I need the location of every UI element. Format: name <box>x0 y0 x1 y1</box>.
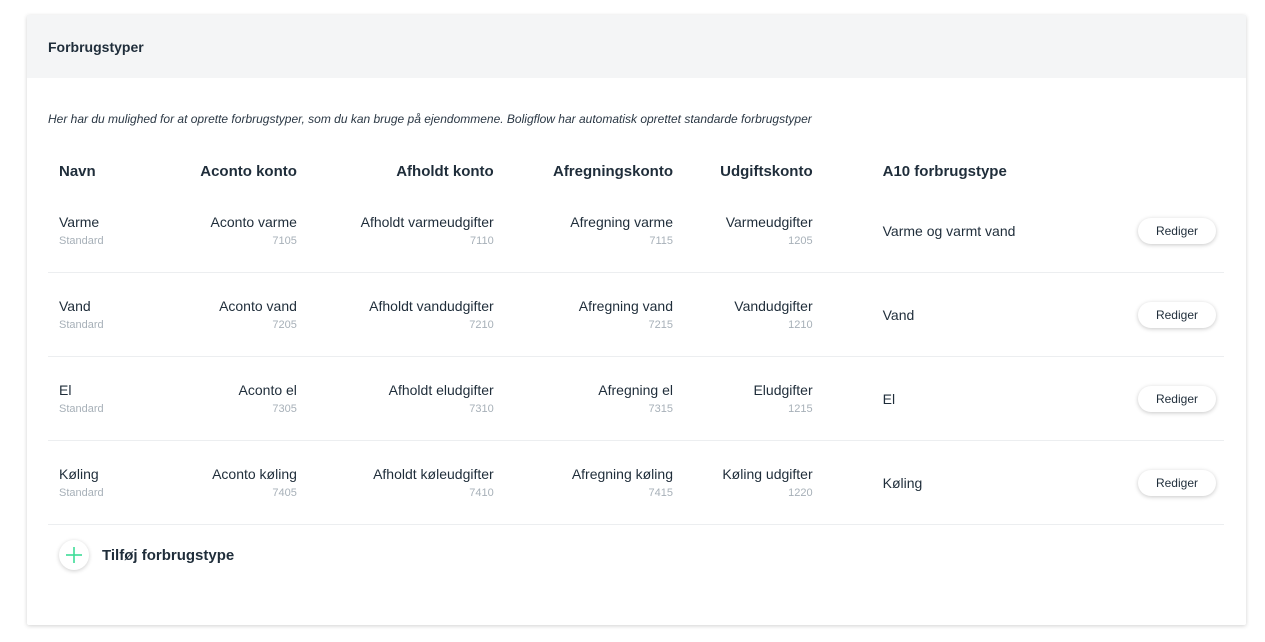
aconto-number: 7405 <box>272 486 297 499</box>
afregning-number: 7215 <box>648 318 673 331</box>
afregning-name: Afregning vand <box>578 297 673 314</box>
a10-type: El <box>882 390 896 407</box>
table-header-row <box>48 153 1224 189</box>
afregning-number: 7115 <box>649 234 673 247</box>
afholdt-name: Afholdt eludgifter <box>388 381 494 398</box>
type-tag: Standard <box>59 402 104 415</box>
cell-udgift <box>673 189 813 273</box>
cell-udgift <box>673 441 813 525</box>
cell-name <box>48 441 178 525</box>
aconto-name: Aconto varme <box>210 213 297 230</box>
edit-button[interactable]: Rediger <box>1138 218 1216 244</box>
cell-afholdt <box>297 441 494 525</box>
cell-aconto <box>178 357 297 441</box>
card-title: Forbrugstyper <box>48 38 144 55</box>
edit-button[interactable]: Rediger <box>1138 386 1216 412</box>
aconto-number: 7205 <box>272 318 297 331</box>
table-row <box>48 441 1224 525</box>
header-actions <box>1138 153 1224 189</box>
consumption-types-card <box>27 15 1246 625</box>
aconto-number: 7105 <box>272 234 297 247</box>
udgift-name: Eludgifter <box>753 381 813 398</box>
cell-a10 <box>813 441 1138 525</box>
cell-action <box>1138 189 1224 273</box>
cell-name <box>48 273 178 357</box>
afholdt-number: 7310 <box>469 402 494 415</box>
afholdt-name: Afholdt køleudgifter <box>373 465 494 482</box>
cell-a10 <box>813 357 1138 441</box>
cell-aconto <box>178 273 297 357</box>
udgift-name: Varmeudgifter <box>725 213 813 230</box>
udgift-name: Vandudgifter <box>734 297 813 314</box>
udgift-number: 1210 <box>788 318 813 331</box>
afholdt-number: 7110 <box>470 234 494 247</box>
header-afholdt: Afholdt konto <box>396 162 494 180</box>
type-name: Varme <box>59 213 100 230</box>
afregning-name: Afregning køling <box>571 465 673 482</box>
type-name: Køling <box>59 465 99 482</box>
aconto-name: Aconto vand <box>219 297 297 314</box>
afregning-name: Afregning varme <box>570 213 673 230</box>
udgift-number: 1220 <box>788 486 813 499</box>
cell-afregning <box>494 441 673 525</box>
consumption-types-table <box>48 153 1224 525</box>
cell-name <box>48 357 178 441</box>
type-tag: Standard <box>59 234 104 247</box>
aconto-name: Aconto køling <box>212 465 297 482</box>
afholdt-number: 7210 <box>469 318 494 331</box>
cell-afholdt <box>297 273 494 357</box>
cell-aconto <box>178 189 297 273</box>
table-row <box>48 357 1224 441</box>
udgift-number: 1205 <box>788 234 813 247</box>
afholdt-number: 7410 <box>469 486 494 499</box>
a10-type: Varme og varmt vand <box>882 222 1016 239</box>
cell-action <box>1138 357 1224 441</box>
cell-afholdt <box>297 189 494 273</box>
cell-udgift <box>673 357 813 441</box>
header-navn: Navn <box>59 162 96 180</box>
a10-type: Køling <box>882 474 923 491</box>
afregning-number: 7415 <box>648 486 673 499</box>
cell-udgift <box>673 273 813 357</box>
a10-type: Vand <box>882 306 915 323</box>
cell-afregning <box>494 189 673 273</box>
edit-button[interactable]: Rediger <box>1138 470 1216 496</box>
aconto-number: 7305 <box>272 402 297 415</box>
udgift-name: Køling udgifter <box>722 465 813 482</box>
cell-afregning <box>494 357 673 441</box>
type-tag: Standard <box>59 486 104 499</box>
table-row <box>48 189 1224 273</box>
afholdt-name: Afholdt varmeudgifter <box>360 213 494 230</box>
afregning-number: 7315 <box>648 402 673 415</box>
aconto-name: Aconto el <box>238 381 297 398</box>
add-consumption-type-label[interactable]: Tilføj forbrugstype <box>102 546 235 564</box>
type-name: El <box>59 381 72 398</box>
cell-name <box>48 189 178 273</box>
intro-text: Her har du mulighed for at oprette forbrugstyper, som du kan bruge på ejendommene. Boligflow har automatisk oprettet standarde forbrugstyper <box>48 112 812 126</box>
table-row <box>48 273 1224 357</box>
plus-icon[interactable] <box>59 540 89 570</box>
header-afregning: Afregningskonto <box>552 162 673 180</box>
type-tag: Standard <box>59 318 104 331</box>
udgift-number: 1215 <box>788 402 813 415</box>
afholdt-name: Afholdt vandudgifter <box>369 297 494 314</box>
cell-afholdt <box>297 357 494 441</box>
cell-a10 <box>813 273 1138 357</box>
afregning-name: Afregning el <box>598 381 673 398</box>
header-aconto: Aconto konto <box>200 162 297 180</box>
cell-aconto <box>178 441 297 525</box>
type-name: Vand <box>59 297 91 314</box>
header-a10: A10 forbrugstype <box>882 162 1007 180</box>
cell-afregning <box>494 273 673 357</box>
card-header <box>27 15 1246 78</box>
add-consumption-type-button[interactable] <box>59 540 234 570</box>
header-udgift: Udgiftskonto <box>720 162 813 180</box>
edit-button[interactable]: Rediger <box>1138 302 1216 328</box>
cell-action <box>1138 441 1224 525</box>
cell-action <box>1138 273 1224 357</box>
cell-a10 <box>813 189 1138 273</box>
